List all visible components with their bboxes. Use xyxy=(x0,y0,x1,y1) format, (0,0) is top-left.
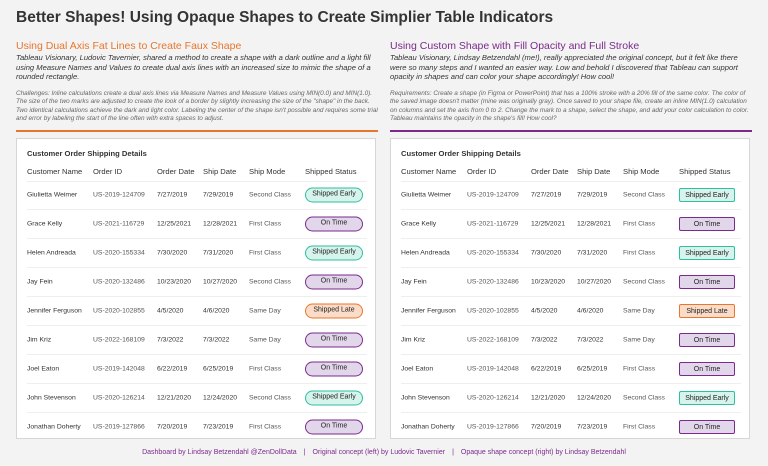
status-badge[interactable]: Shipped Early xyxy=(679,188,735,202)
shipped-status-cell xyxy=(305,217,363,232)
table-row[interactable] xyxy=(27,326,367,355)
customer-name-cell: Helen Andreada xyxy=(27,249,76,257)
status-badge[interactable]: On Time xyxy=(679,217,735,231)
left-heading: Using Dual Axis Fat Lines to Create Faux Shape xyxy=(16,40,242,52)
status-badge[interactable]: On Time xyxy=(305,420,363,435)
order-id-cell: US-2019-127866 xyxy=(93,423,145,431)
shipped-status-cell xyxy=(679,333,735,347)
table-row[interactable] xyxy=(401,181,741,210)
order-date-cell: 12/21/2020 xyxy=(531,394,566,402)
ship-date-cell: 12/28/2021 xyxy=(203,220,238,228)
shipped-status-cell xyxy=(305,333,363,348)
order-id-cell: US-2020-126214 xyxy=(467,394,519,402)
order-date-cell: 6/22/2019 xyxy=(157,365,188,373)
header-customer-name[interactable]: Customer Name xyxy=(401,167,457,176)
order-id-cell: US-2020-155334 xyxy=(467,249,519,257)
header-order-date[interactable]: Order Date xyxy=(157,167,195,176)
left-panel-title: Customer Order Shipping Details xyxy=(27,149,147,158)
table-row[interactable] xyxy=(27,268,367,297)
shipped-status-cell xyxy=(679,420,735,434)
shipped-status-cell xyxy=(679,362,735,376)
table-row[interactable] xyxy=(401,239,741,268)
shipped-status-cell xyxy=(679,275,735,289)
shipped-status-cell xyxy=(305,304,363,319)
ship-date-cell: 12/24/2020 xyxy=(203,394,238,402)
dashboard-title: Better Shapes! Using Opaque Shapes to Create Simplier Table Indicators xyxy=(16,9,554,26)
customer-name-cell: Joel Eaton xyxy=(401,365,434,373)
order-id-cell: US-2019-127866 xyxy=(467,423,519,431)
table-row[interactable] xyxy=(401,268,741,297)
order-id-cell: US-2020-132486 xyxy=(467,278,519,286)
order-id-cell: US-2022-168109 xyxy=(93,336,145,344)
table-rows xyxy=(401,181,741,441)
status-badge[interactable]: Shipped Early xyxy=(305,188,363,203)
footer: Dashboard by Lindsay Betzendahl @ZenDollData | Original concept (left) by Ludovic Tavernier | Opaque shape concept (right) by Lindsay Betzendahl xyxy=(142,449,626,456)
header-ship-mode[interactable]: Ship Mode xyxy=(249,167,286,176)
table-row[interactable] xyxy=(27,384,367,413)
status-badge[interactable]: On Time xyxy=(305,333,363,348)
order-id-cell: US-2020-155334 xyxy=(93,249,145,257)
order-date-cell: 7/3/2022 xyxy=(531,336,558,344)
table-row[interactable] xyxy=(27,210,367,239)
ship-date-cell: 7/3/2022 xyxy=(577,336,604,344)
header-order-id[interactable]: Order ID xyxy=(93,167,123,176)
customer-name-cell: John Stevenson xyxy=(401,394,450,402)
shipped-status-cell xyxy=(305,275,363,290)
ship-mode-cell: Second Class xyxy=(249,191,291,199)
order-date-cell: 10/23/2020 xyxy=(531,278,566,286)
order-date-cell: 12/25/2021 xyxy=(157,220,192,228)
status-badge[interactable]: On Time xyxy=(305,217,363,232)
right-divider xyxy=(390,130,752,132)
order-id-cell: US-2019-124709 xyxy=(467,191,519,199)
customer-name-cell: Giulietta Weimer xyxy=(27,191,78,199)
order-id-cell: US-2020-102855 xyxy=(467,307,519,315)
ship-date-cell: 10/27/2020 xyxy=(203,278,238,286)
customer-name-cell: Jim Kriz xyxy=(27,336,52,344)
ship-mode-cell: First Class xyxy=(623,423,656,431)
order-id-cell: US-2019-124709 xyxy=(93,191,145,199)
shipped-status-cell xyxy=(305,420,363,435)
footer-credit[interactable]: Dashboard by Lindsay Betzendahl @ZenDollData xyxy=(142,449,297,456)
customer-name-cell: Jennifer Ferguson xyxy=(27,307,82,315)
order-id-cell: US-2021-116729 xyxy=(467,220,519,228)
table-header xyxy=(401,167,741,182)
customer-name-cell: Jay Fein xyxy=(401,278,427,286)
header-ship-date[interactable]: Ship Date xyxy=(577,167,611,176)
header-ship-date[interactable]: Ship Date xyxy=(203,167,237,176)
customer-name-cell: Grace Kelly xyxy=(27,220,63,228)
right-intro: Tableau Visionary, Lindsay Betzendahl (me!), really appreciated the original concept, but it felt like there were so many steps and I wanted an easier way. Low and behold I discovered that Tableau can support opacity in shapes and can color your shape accordingly! How cool! xyxy=(390,53,738,82)
table-row[interactable] xyxy=(27,413,367,441)
ship-date-cell: 6/25/2019 xyxy=(203,365,234,373)
order-date-cell: 4/5/2020 xyxy=(157,307,184,315)
customer-name-cell: Grace Kelly xyxy=(401,220,437,228)
order-date-cell: 12/25/2021 xyxy=(531,220,566,228)
order-id-cell: US-2019-142048 xyxy=(467,365,519,373)
status-badge[interactable]: On Time xyxy=(679,362,735,376)
table-row[interactable] xyxy=(27,239,367,268)
order-date-cell: 6/22/2019 xyxy=(531,365,562,373)
status-badge[interactable]: Shipped Early xyxy=(679,391,735,405)
ship-date-cell: 7/29/2019 xyxy=(577,191,608,199)
status-badge[interactable]: Shipped Early xyxy=(679,246,735,260)
status-badge[interactable]: On Time xyxy=(679,333,735,347)
ship-date-cell: 4/6/2020 xyxy=(203,307,230,315)
customer-name-cell: Jennifer Ferguson xyxy=(401,307,456,315)
ship-date-cell: 7/23/2019 xyxy=(577,423,608,431)
ship-mode-cell: First Class xyxy=(623,249,656,257)
status-badge[interactable]: Shipped Late xyxy=(305,304,363,319)
ship-date-cell: 7/31/2020 xyxy=(577,249,608,257)
footer-left-concept[interactable]: Original concept (left) by Ludovic Tavernier xyxy=(312,449,446,456)
right-description xyxy=(390,40,752,123)
left-description xyxy=(16,40,378,123)
customer-name-cell: Joel Eaton xyxy=(27,365,60,373)
order-date-cell: 7/27/2019 xyxy=(531,191,562,199)
ship-mode-cell: Second Class xyxy=(623,278,665,286)
ship-date-cell: 7/3/2022 xyxy=(203,336,230,344)
status-badge[interactable]: Shipped Early xyxy=(305,391,363,406)
header-shipped-status[interactable]: Shipped Status xyxy=(679,167,731,176)
table-row[interactable] xyxy=(401,210,741,239)
ship-mode-cell: Same Day xyxy=(249,307,281,315)
footer-right-concept[interactable]: Opaque shape concept (right) by Lindsay Betzendahl xyxy=(460,449,626,456)
ship-mode-cell: First Class xyxy=(249,365,282,373)
ship-date-cell: 12/28/2021 xyxy=(577,220,612,228)
ship-mode-cell: First Class xyxy=(249,220,282,228)
order-date-cell: 12/21/2020 xyxy=(157,394,192,402)
ship-date-cell: 4/6/2020 xyxy=(577,307,604,315)
ship-mode-cell: Second Class xyxy=(249,394,291,402)
ship-mode-cell: Same Day xyxy=(623,336,655,344)
order-date-cell: 7/30/2020 xyxy=(157,249,188,257)
status-badge[interactable]: On Time xyxy=(305,362,363,377)
ship-date-cell: 6/25/2019 xyxy=(577,365,608,373)
right-heading: Using Custom Shape with Fill Opacity and Full Stroke xyxy=(390,40,640,52)
left-table-panel xyxy=(16,138,376,439)
ship-date-cell: 12/24/2020 xyxy=(577,394,612,402)
ship-mode-cell: Same Day xyxy=(249,336,281,344)
header-shipped-status[interactable]: Shipped Status xyxy=(305,167,357,176)
table-row[interactable] xyxy=(401,326,741,355)
table-header xyxy=(27,167,367,182)
ship-mode-cell: First Class xyxy=(249,249,282,257)
shipped-status-cell xyxy=(679,246,735,260)
header-order-date[interactable]: Order Date xyxy=(531,167,569,176)
header-order-id[interactable]: Order ID xyxy=(467,167,497,176)
shipped-status-cell xyxy=(305,362,363,377)
order-date-cell: 7/3/2022 xyxy=(157,336,184,344)
ship-mode-cell: Same Day xyxy=(623,307,655,315)
left-divider xyxy=(16,130,378,132)
shipped-status-cell xyxy=(679,217,735,231)
order-date-cell: 7/30/2020 xyxy=(531,249,562,257)
order-date-cell: 7/20/2019 xyxy=(531,423,562,431)
order-date-cell: 7/27/2019 xyxy=(157,191,188,199)
ship-mode-cell: Second Class xyxy=(623,394,665,402)
table-row[interactable] xyxy=(401,355,741,384)
shipped-status-cell xyxy=(305,246,363,261)
left-intro: Tableau Visionary, Ludovic Tavernier, shared a method to create a shape with a dark outline and a light fill using Measure Names and Values to create dual axis lines with an increased size to mimic the shape of a rounded rectangle. xyxy=(16,53,371,82)
shipped-status-cell xyxy=(679,304,735,318)
customer-name-cell: Jay Fein xyxy=(27,278,53,286)
status-badge[interactable]: On Time xyxy=(679,420,735,434)
customer-name-cell: Jonathan Doherty xyxy=(27,423,81,431)
order-date-cell: 4/5/2020 xyxy=(531,307,558,315)
ship-date-cell: 10/27/2020 xyxy=(577,278,612,286)
shipped-status-cell xyxy=(305,188,363,203)
shipped-status-cell xyxy=(679,391,735,405)
customer-name-cell: Giulietta Weimer xyxy=(401,191,452,199)
ship-date-cell: 7/29/2019 xyxy=(203,191,234,199)
status-badge[interactable]: On Time xyxy=(305,275,363,290)
customer-name-cell: Jim Kriz xyxy=(401,336,426,344)
order-id-cell: US-2020-132486 xyxy=(93,278,145,286)
table-row[interactable] xyxy=(401,297,741,326)
customer-name-cell: Jonathan Doherty xyxy=(401,423,455,431)
order-id-cell: US-2020-102855 xyxy=(93,307,145,315)
status-badge[interactable]: Shipped Early xyxy=(305,246,363,261)
left-notes: Challenges: Inline calculations create a dual axis lines via Measure Names and Measure Values using MIN(0.0) and MIN(1.0). The size of the two marks are adjusted to create the look of a border by slightly increasing the size of the "shape" in the back. Two identical calculations achieve the dark and light color. Labeling the center of the shape isn't possible and requires some trial and error by labeling the start of the line often with extra spaces to adjust. xyxy=(16,89,378,122)
ship-date-cell: 7/31/2020 xyxy=(203,249,234,257)
header-customer-name[interactable]: Customer Name xyxy=(27,167,83,176)
customer-name-cell: John Stevenson xyxy=(27,394,76,402)
ship-mode-cell: Second Class xyxy=(249,278,291,286)
table-row[interactable] xyxy=(27,181,367,210)
right-table-panel xyxy=(390,138,750,439)
table-row[interactable] xyxy=(401,384,741,413)
right-panel-title: Customer Order Shipping Details xyxy=(401,149,521,158)
order-id-cell: US-2019-142048 xyxy=(93,365,145,373)
customer-name-cell: Helen Andreada xyxy=(401,249,450,257)
table-row[interactable] xyxy=(27,355,367,384)
ship-mode-cell: Second Class xyxy=(623,191,665,199)
table-row[interactable] xyxy=(401,413,741,441)
order-id-cell: US-2021-116729 xyxy=(93,220,145,228)
status-badge[interactable]: On Time xyxy=(679,275,735,289)
order-date-cell: 10/23/2020 xyxy=(157,278,192,286)
status-badge[interactable]: Shipped Late xyxy=(679,304,735,318)
right-notes: Requirements: Create a shape (in Figma or PowerPoint) that has a 100% stroke with a 20% fill of the same color. The color of the saved image doesn't matter (mine was originally gray). Once saved to your shape file, create an inline MIN(1.0) calculation on columns and set the axis from 0 to 2. Change the mark to a shape, select the shape, and add your color calculation to color. Tableau maintains the opacity in the shape's fill! How cool? xyxy=(390,89,749,122)
order-id-cell: US-2022-168109 xyxy=(467,336,519,344)
ship-mode-cell: First Class xyxy=(623,220,656,228)
header-ship-mode[interactable]: Ship Mode xyxy=(623,167,660,176)
shipped-status-cell xyxy=(305,391,363,406)
ship-mode-cell: First Class xyxy=(249,423,282,431)
order-id-cell: US-2020-126214 xyxy=(93,394,145,402)
ship-date-cell: 7/23/2019 xyxy=(203,423,234,431)
order-date-cell: 7/20/2019 xyxy=(157,423,188,431)
table-rows xyxy=(27,181,367,441)
shipped-status-cell xyxy=(679,188,735,202)
ship-mode-cell: First Class xyxy=(623,365,656,373)
table-row[interactable] xyxy=(27,297,367,326)
